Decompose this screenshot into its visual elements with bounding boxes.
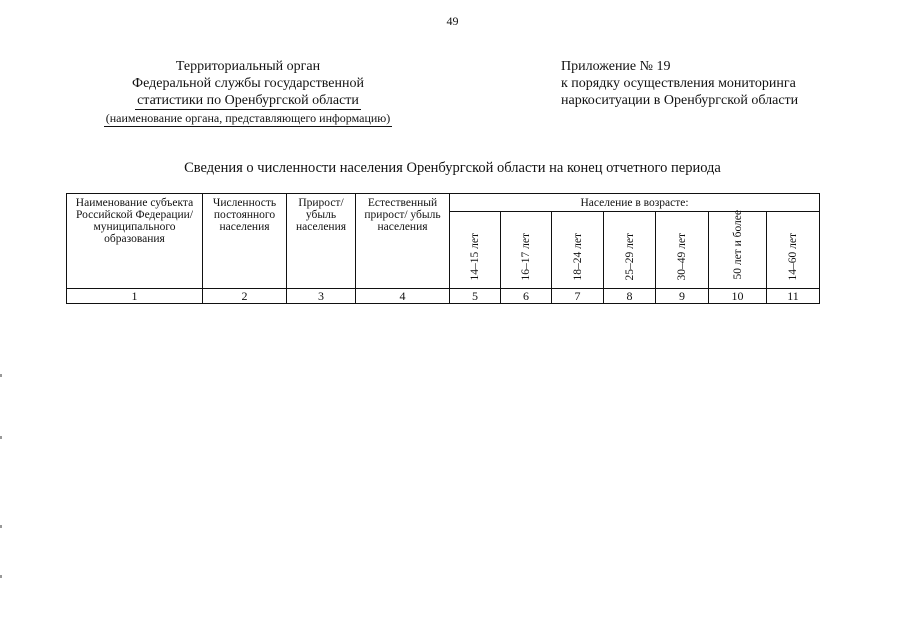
header-age-50-plus [709,212,767,289]
org-line-3: статистики по Оренбургской области [137,93,359,108]
scan-mark [0,374,2,377]
age-label: 25–29 лет [623,232,636,280]
header-age-30-49 [656,212,709,289]
population-table [66,193,820,304]
reporting-organization [88,58,408,127]
header-age-14-60 [767,212,820,289]
age-label: 30–49 лет [676,232,688,280]
header-age-group: Население в возрасте: [450,194,820,212]
document-title: Сведения о численности населения Оренбургской области на конец отчетного периода [184,160,721,176]
annex-line-1: Приложение № 19 [561,59,671,74]
column-number: 5 [450,289,501,304]
org-line-2: Федеральной службы государственной [132,76,364,91]
column-number: 2 [203,289,287,304]
header-age-25-29 [604,212,656,289]
age-label: 14–60 лет [787,232,800,280]
header-population: Численность постоянного населения [203,194,287,289]
column-number: 1 [67,289,203,304]
scan-mark [0,575,2,578]
column-number: 8 [604,289,656,304]
column-number: 3 [287,289,356,304]
annex-line-2: к порядку осуществления мониторинга [561,76,796,91]
age-label: 14–15 лет [469,232,481,280]
header-age-14-15 [450,212,501,289]
org-line-1: Территориальный орган [175,59,321,74]
column-number: 9 [656,289,709,304]
header-age-18-24 [552,212,604,289]
page-number: 49 [446,14,459,28]
column-number: 6 [501,289,552,304]
scan-mark [0,436,2,439]
header-subject: Наименование субъекта Российской Федерации/ муниципального образования [67,194,203,289]
column-number: 11 [767,289,820,304]
header-natural-growth: Естественный прирост/ убыль населения [356,194,450,289]
org-caption: (наименование органа, представляющего информацию) [105,111,391,125]
annex-reference [561,58,891,109]
column-number: 10 [709,289,767,304]
scan-mark [0,525,2,528]
age-label: 16–17 лет [520,232,532,280]
column-number: 7 [552,289,604,304]
column-number-row [67,289,820,304]
column-number: 4 [356,289,450,304]
header-age-16-17 [501,212,552,289]
age-label: 18–24 лет [571,232,584,280]
age-label: 50 лет и более [731,210,744,280]
table-header-row [67,194,820,212]
annex-line-3: наркоситуации в Оренбургской области [561,93,799,108]
header-growth: Прирост/ убыль населения [287,194,356,289]
